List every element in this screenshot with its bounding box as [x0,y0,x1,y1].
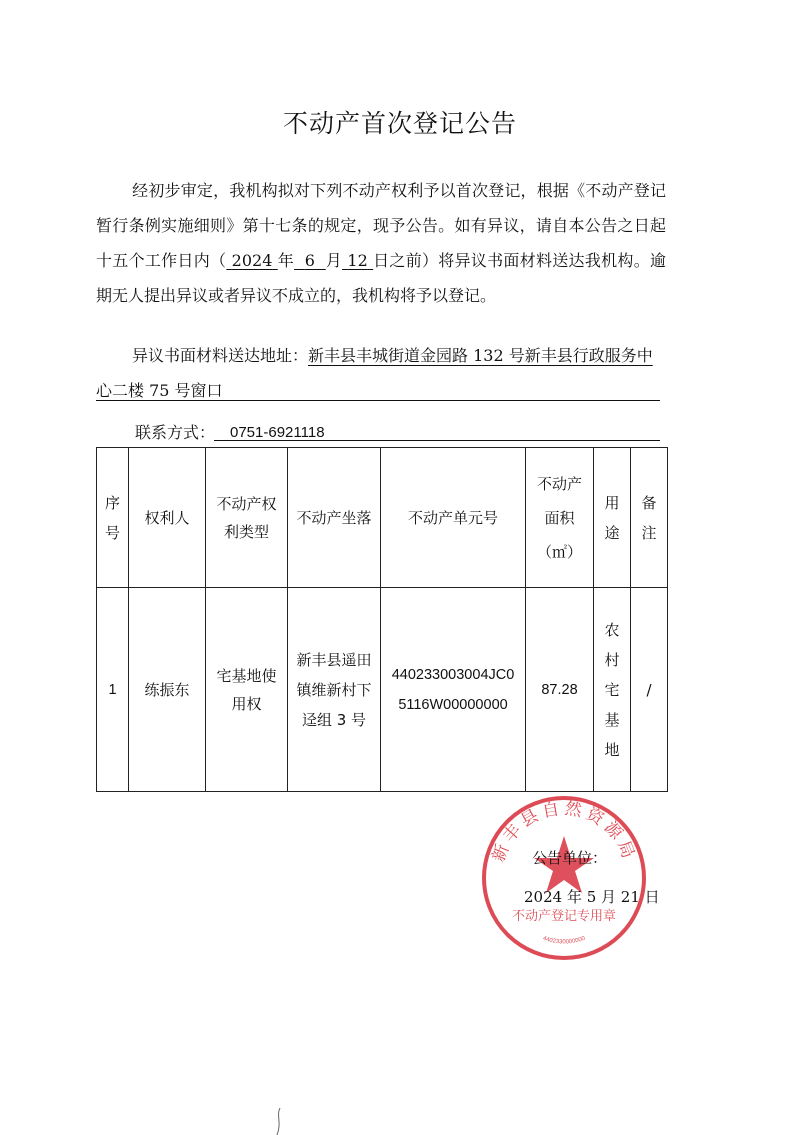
header-right-type: 不动产权利类型 [206,448,288,588]
deadline-month: 6 [304,251,315,270]
objection-address [96,338,660,408]
address-label: 异议书面材料送达地址： [132,346,309,365]
deadline-year: 2024 [231,251,273,270]
contact-value: 0751-6921118 [230,424,325,441]
header-usage: 用途 [594,448,631,588]
cell-right-type: 宅基地使用权 [206,588,288,792]
body-tail: 日之前）将异议书面材料送达我机构。逾期无人提出异议或者异议不成立的，我机构将予以登记。 [96,251,666,305]
header-area: 不动产面积（㎡） [526,448,594,588]
address-underline [96,400,660,401]
table-row [97,588,668,792]
body-lead: 经初步审定，我机构拟对下列不动产权利予以首次登记，根据《不动产登记暂行条例实施细则》第十七条的规定，现予公告。如有异议，请自本公告之日起十五个工作日内（ [96,181,666,270]
year-unit: 年 [277,251,295,270]
notice-date: 2024 年 5 月 21 日 [524,888,660,906]
page-title: 不动产首次登记公告 [282,109,517,138]
table-header-row [97,448,668,588]
header-seq: 序号 [97,448,129,588]
registration-table [96,447,668,792]
cell-holder: 练振东 [129,588,206,792]
header-location: 不动产坐落 [288,448,381,588]
deadline-day: 12 [347,251,368,270]
address-value: 新丰县丰城街道金园路 132 号新丰县行政服务中心二楼 75 号窗口 [96,346,653,400]
header-remark: 备注 [631,448,668,588]
cell-location: 新丰县遥田镇维新村下迳组 3 号 [288,588,381,792]
month-unit: 月 [325,251,343,270]
notice-unit-label: 公告单位： [532,849,608,867]
header-unit-no: 不动产单元号 [381,448,526,588]
official-seal [478,792,650,964]
contact-label: 联系方式： [135,423,216,442]
cell-area: 87.28 [526,588,594,792]
cell-seq: 1 [97,588,129,792]
cell-unit-no: 440233003004JC05116W00000000 [381,588,526,792]
cell-remark: / [631,588,668,792]
scan-mark [272,1108,286,1135]
header-holder: 权利人 [129,448,206,588]
svg-text:4402330000000: 4402330000000 [541,935,587,946]
cell-usage: 农村宅基地 [594,588,631,792]
svg-text:新丰县自然资源局: 新丰县自然资源局 [488,798,640,865]
announcement-body [96,173,666,313]
svg-text:不动产登记专用章: 不动产登记专用章 [511,909,617,924]
contact-underline [214,440,660,441]
